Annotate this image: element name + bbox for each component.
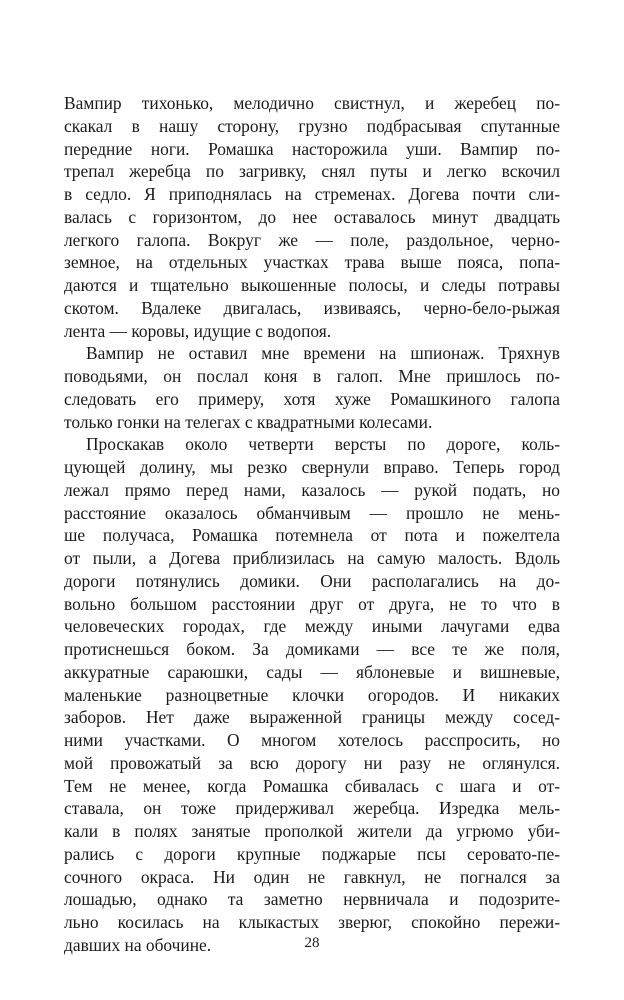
paragraph — [64, 433, 560, 956]
text-line: в седло. Я приподнялась на стременах. Догева почти сли- — [64, 184, 560, 204]
text-line: Вампир тихонько, мелодично свистнул, и жеребец по- — [64, 93, 560, 113]
text-line: протиснешься боком. За домиками — все те же поля, — [64, 639, 560, 659]
paragraph — [64, 92, 560, 342]
text-line: заборов. Нет даже выраженной границы между сосед- — [64, 707, 560, 728]
page-number: 28 — [304, 935, 320, 951]
text-line: давших на обочине. — [64, 934, 212, 955]
text-line: ше получаса, Ромашка потемнела от пота и пожелтела — [64, 525, 560, 546]
text-line: земное, на отдельных участках трава выше пояса, попа- — [64, 252, 560, 273]
text-line: следовать его примеру, хотя хуже Ромашкиного галопа — [64, 388, 560, 409]
text-line: валась с горизонтом, до нее оставалось минут двадцать — [64, 206, 560, 227]
text-line: Вампир не оставил мне времени на шпионаж. Тряхнув — [86, 343, 560, 364]
text-line: дороги потянулись домики. Они располагались на до- — [64, 570, 560, 591]
paragraph — [64, 342, 560, 433]
text-line: даются и тщательно выкошенные полосы, и следы потравы — [64, 275, 560, 295]
text-line: сочного окраса. Ни один не гавкнул, не погнался за — [64, 866, 560, 887]
text-line: аккуратные сараюшки, сады — яблоневые и вишневые, — [64, 661, 560, 682]
text-line: лошадью, однако та заметно нервничала и подозрите- — [64, 889, 560, 910]
text-line: от пыли, а Догева приблизилась на самую малость. Вдоль — [64, 548, 560, 568]
text-line: ставала, он тоже придерживал жеребца. Изредка мель- — [64, 798, 560, 819]
text-line: рались с дороги крупные поджарые псы серовато-пе- — [64, 843, 560, 864]
text-line: льно косилась на клыкастых зверюг, спокойно пережи- — [64, 912, 560, 932]
text-line: человеческих городах, где между иными лачугами едва — [64, 616, 560, 637]
text-line: лежал прямо перед нами, казалось — рукой подать, но — [64, 479, 560, 500]
text-line: поводьями, он послал коня в галоп. Мне пришлось по- — [64, 366, 560, 386]
text-line: вольно большом расстоянии друг от друга, не то что в — [64, 593, 560, 614]
body-text — [64, 92, 560, 957]
text-line: только гонки на телегах с квадратными колесами. — [64, 411, 433, 432]
text-line: Тем не менее, когда Ромашка сбивалась с шага и от- — [64, 775, 560, 796]
text-line: лента — коровы, идущие с водопоя. — [64, 320, 332, 341]
text-line: Проскакав около четверти версты по дороге, коль- — [86, 434, 560, 455]
text-line: скакал в нашу сторону, грузно подбрасывая спутанные — [64, 115, 560, 136]
text-line: маленькие разноцветные клочки огородов. И никаких — [64, 684, 560, 705]
text-line: трепал жеребца по загривку, снял путы и легко вскочил — [64, 161, 560, 182]
text-line: легкого галопа. Вокруг же — поле, раздольное, черно- — [64, 229, 560, 250]
text-line: цующей долину, мы резко свернули вправо. Теперь город — [64, 457, 560, 477]
text-line: передние ноги. Ромашка насторожила уши. Вампир по- — [64, 138, 560, 159]
text-line: расстояние оказалось обманчивым — прошло не мень- — [64, 502, 560, 523]
text-line: ними участками. О многом хотелось расспросить, но — [64, 730, 560, 750]
text-line: скотом. Вдалеке двигалась, извиваясь, черно-бело-рыжая — [64, 297, 560, 318]
text-line: мой провожатый за всю дорогу ни разу не оглянулся. — [64, 752, 560, 773]
text-line: кали в полях занятые прополкой жители да угрюмо уби- — [64, 821, 560, 841]
